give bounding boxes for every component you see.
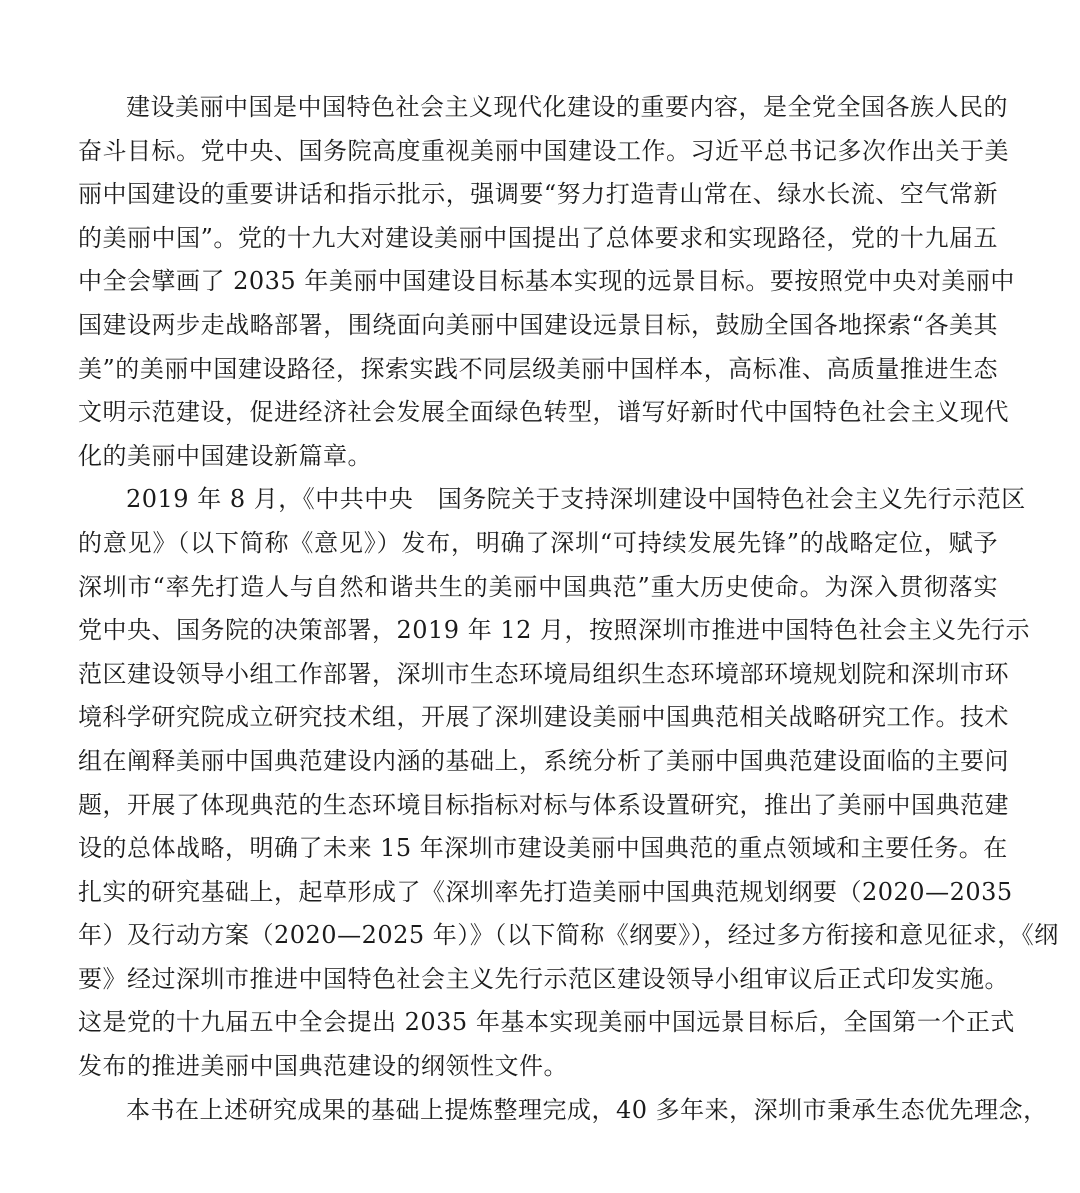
text-line: 文明示范建设，促进经济社会发展全面绿色转型，谱写好新时代中国特色社会主义现代 <box>78 398 1009 427</box>
text-line: 2019 年 8 月，《中共中央 国务院关于支持深圳建设中国特色社会主义先行示范区 <box>126 485 1026 514</box>
text-line: 范区建设领导小组工作部署，深圳市生态环境局组织生态环境部环境规划院和深圳市环 <box>78 659 1009 688</box>
paragraph-1 <box>78 86 1015 478</box>
text-line: 中全会擘画了 2035 年美丽中国建设目标基本实现的远景目标。要按照党中央对美丽中 <box>78 267 1015 296</box>
paragraph-2 <box>78 478 1059 1088</box>
document-body <box>78 86 1059 1132</box>
text-line: 年）及行动方案（2020—2025 年）》（以下简称《纲要》），经过多方衔接和意见征求，《纲 <box>78 921 1059 950</box>
text-line: 国建设两步走战略部署，围绕面向美丽中国建设远景目标，鼓励全国各地探索“各美其 <box>78 310 998 339</box>
text-line: 的美丽中国”。党的十九大对建设美丽中国提出了总体要求和实现路径，党的十九届五 <box>78 223 998 252</box>
text-line: 设的总体战略，明确了未来 15 年深圳市建设美丽中国典范的重点领域和主要任务。在 <box>78 834 1008 863</box>
text-line: 建设美丽中国是中国特色社会主义现代化建设的重要内容，是全党全国各族人民的 <box>126 93 1008 121</box>
text-line: 扎实的研究基础上，起草形成了《深圳率先打造美丽中国典范规划纲要（2020—2035 <box>78 877 1013 906</box>
text-line: 题，开展了体现典范的生态环境目标指标对标与体系设置研究，推出了美丽中国典范建 <box>78 790 1009 819</box>
text-line: 要》经过深圳市推进中国特色社会主义先行示范区建设领导小组审议后正式印发实施。 <box>78 964 1009 993</box>
text-line: 党中央、国务院的决策部署，2019 年 12 月，按照深圳市推进中国特色社会主义先行示 <box>78 616 1031 645</box>
text-line: 奋斗目标。党中央、国务院高度重视美丽中国建设工作。习近平总书记多次作出关于美 <box>78 136 1009 165</box>
text-line: 化的美丽中国建设新篇章。 <box>78 441 372 470</box>
paragraph-3 <box>78 1089 1048 1133</box>
text-line: 境科学研究院成立研究技术组，开展了深圳建设美丽中国典范相关战略研究工作。技术 <box>78 703 1009 732</box>
text-line: 组在阐释美丽中国典范建设内涵的基础上，系统分析了美丽中国典范建设面临的主要问 <box>78 746 1009 775</box>
text-line: 美”的美丽中国建设路径，探索实践不同层级美丽中国样本，高标准、高质量推进生态 <box>78 354 998 383</box>
text-line: 本书在上述研究成果的基础上提炼整理完成，40 多年来，深圳市秉承生态优先理念， <box>126 1095 1048 1124</box>
text-line: 丽中国建设的重要讲话和指示批示，强调要“努力打造青山常在、绿水长流、空气常新 <box>78 180 998 209</box>
text-line: 深圳市“率先打造人与自然和谐共生的美丽中国典范”重大历史使命。为深入贯彻落实 <box>78 572 998 601</box>
text-line: 的意见》（以下简称《意见》）发布，明确了深圳“可持续发展先锋”的战略定位，赋予 <box>78 528 998 557</box>
text-line: 发布的推进美丽中国典范建设的纲领性文件。 <box>78 1052 568 1081</box>
text-line: 这是党的十九届五中全会提出 2035 年基本实现美丽中国远景目标后，全国第一个正式 <box>78 1008 1015 1037</box>
